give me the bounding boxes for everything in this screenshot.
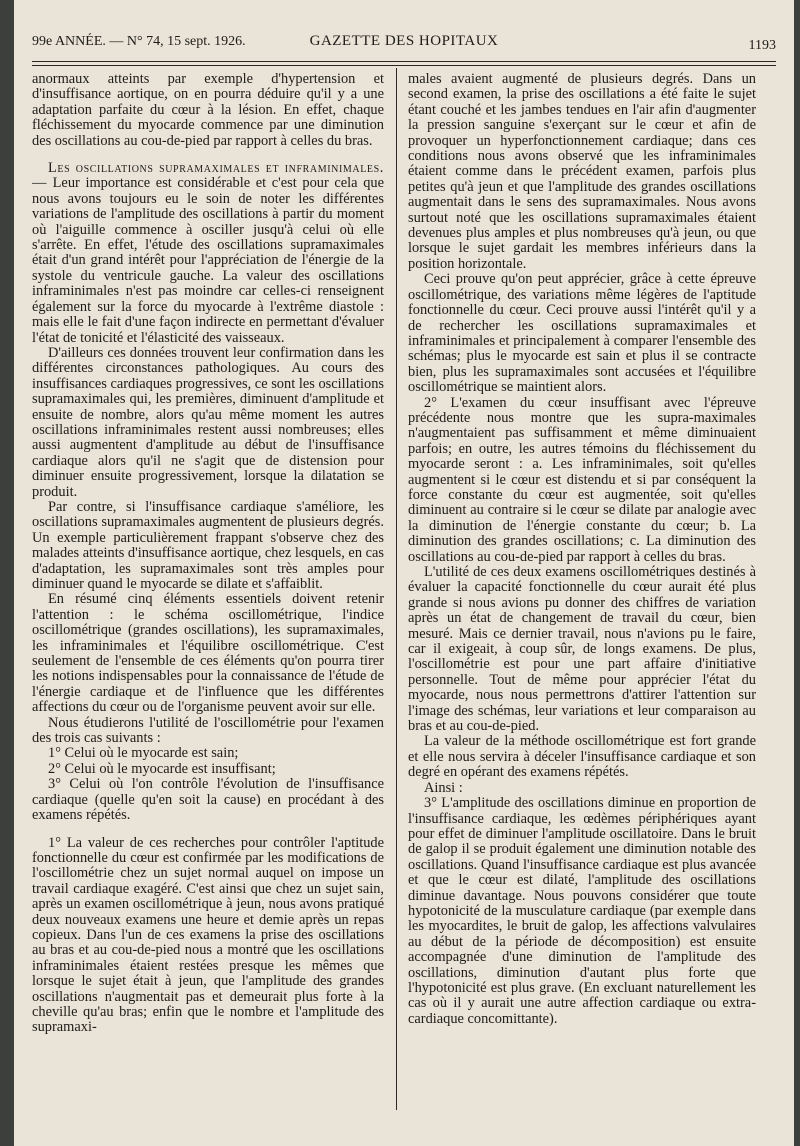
paragraph-text: Leur importance est considérable et c'est pour cela que nous avons toujours eu le soin de noter les différentes variations de l'amplitude des oscillations à partir du moment où l'aiguille commence à osciller jusqu'à celui où elle s'arrête. En effet, l'étude des oscillations supramaximales était d'un grand intérêt pour l'appréciation de l'énergie de la systole du ventricule gauche. La valeur des oscillations inframinimales n'est pas moindre car celles-ci renseignent également sur la force du myocarde à l'extrême diastole : mais elle le fait d'une façon indirecte en permettant d'évaluer l'état de tonicité et l'élasticité des vaisseaux.	[32, 175, 384, 346]
newspaper-page	[14, 0, 794, 1146]
right-column	[408, 72, 756, 1112]
paragraph: Ceci prouve qu'on peut apprécier, grâce à cette épreuve oscillométrique, des variations même légères de l'aptitude fonctionnelle du cœur. Ceci prouve aussi l'intérêt qu'il y a de rechercher les oscillations supramaximales et inframinimales et principalement à comparer l'ensemble des schémas; plus le myocarde est sain et plus il se contracte bien, plus les supramaximales sont accusées et l'équilibre oscillométrique se maintient alors.	[408, 271, 756, 396]
paragraph: 3° L'amplitude des oscillations diminue en proportion de l'insuffisance cardiaque, les œdèmes périphériques ayant pour effet de diminuer l'amplitude oscillatoire. Dans le bruit de galop il se produit également une diminution notable des oscillations. Quand l'insuffisance cardiaque est plus avancée et que le cœur est dilaté, l'amplitude des oscillations diminue davantage. Nous pouvons considérer que toute hypotonicité de la musculature cardiaque (par exemple dans les myocardites, le bruit de galop, les affections valvulaires au début de la période de décomposition) est ensuite accompagnée d'une diminution de l'amplitude des oscillations, diminution d'autant plus forte que l'hypotonicité est plus grave. (En excluant naturellement les cas où il y aurait une autre affection cardiaque ou extra-cardiaque concomittante).	[408, 795, 756, 1027]
paragraph: 2° L'examen du cœur insuffisant avec l'épreuve précédente nous montre que les supra-maximales n'augmentaient pas suffisamment et même diminuaient parfois; en outre, les autres témoins du fléchissement du myocarde seront : a. Les inframinimales, soit qu'elles augmentent si le cœur est distendu et si par conséquent la force constante du cœur est augmentée, soit qu'elles diminuent au contraire si le cœur se dilate par analogie avec la diminution de l'énergie constante du cœur; b. La diminution des grandes oscillations; c. La diminution des oscillations au cou-de-pied par rapport à celles du bras.	[408, 394, 756, 565]
paragraph: Nous étudierons l'utilité de l'oscillométrie pour l'examen des trois cas suivants :	[32, 714, 384, 747]
paragraph: L'utilité de ces deux examens oscillométriques destinés à évaluer la capacité fonctionnelle du cœur aurait été plus grande si nous avions pu donner des chiffres de variation après un état de changement de travail du cœur, bien mesuré. Mais ce dernier travail, nous n'avions pu le faire, car il exigeait, à coup sûr, de longs examens. De plus, l'oscillométrie est pour une part affaire d'initiative personnelle. Tout de même pour apprécier l'état du myocarde, nous nous permettrons d'attirer l'attention sur l'image des schémas, leur variations et leur comparaison au bras et au cou-de-pied.	[408, 564, 756, 735]
issue-info: 99e ANNÉE. — N° 74, 15 sept. 1926.	[32, 34, 246, 49]
paragraph: Ainsi :	[424, 779, 463, 796]
paragraph: anormaux atteints par exemple d'hypertension et d'insuffisance aortique, on en pourra déduire qu'il y a une adaptation parfaite du cœur à la lésion. En effet, chaque fléchissement du myocarde commence par une diminution des oscillations au cou-de-pied par rapport à celles du bras.	[32, 72, 384, 149]
section-paragraph	[32, 161, 384, 346]
paragraph: Par contre, si l'insuffisance cardiaque s'améliore, les oscillations supramaximales augmentent de plusieurs degrés. Un exemple particulièrement frappant s'observe chez des malades atteints d'insuffisance aortique, chez lesquels, en cas d'adaptation, les supramaximales sont très amples pour diminuer quand le myocarde se dilate et s'affaiblit.	[32, 498, 384, 592]
header-rule-top	[32, 61, 776, 62]
paragraph: 1° La valeur de ces recherches pour contrôler l'aptitude fonctionnelle du cœur est confirmée par les modifications de l'oscillométrie chez un sujet normal auquel on impose un travail cardiaque exagéré. C'est ainsi que chez un sujet sain, après un examen oscillométrique à jeun, nous avons pratiqué deux nouveaux examens une heure et demie après un repas copieux. Dans l'un de ces examens la prise des oscillations au bras et au cou-de-pied nous a montré que les oscillations inframinimales étaient restées presque les mêmes que lorsque le sujet était à jeun, que l'amplitude des grandes oscillations n'augmentait pas et demeurait plus forte à la cheville qu'au bras; enfin que le nombre et l'amplitude des supramaxi-	[32, 834, 384, 1036]
column-separator	[396, 68, 397, 1110]
header-rule-bottom	[32, 65, 776, 66]
left-column	[32, 72, 384, 1112]
list-item: 3° Celui où l'on contrôle l'évolution de l'insuffisance cardiaque (quelle qu'en soit la cause) en procédant à des examens répétés.	[32, 776, 384, 824]
list-item: 1° Celui où le myocarde est sain;	[48, 745, 239, 762]
section-heading: Les oscillations supramaximales et inframinimales. —	[32, 160, 384, 192]
list-item: 2° Celui où le myocarde est insuffisant;	[48, 760, 276, 777]
paragraph: La valeur de la méthode oscillométrique est fort grande et elle nous servira à déceler l'insuffisance cardiaque et son degré en opérant des examens répétés.	[408, 733, 756, 781]
paragraph: En résumé cinq éléments essentiels doivent retenir l'attention : le schéma oscillométrique, l'indice oscillométrique (grandes oscillations), les supramaximales, les inframinimales et l'équilibre oscillométrique. C'est seulement de l'ensemble de ces éléments qu'on pourra tirer les notions indispensables pour la connaissance de l'étude de l'énergie cardiaque et de l'influence que les différentes affections du cœur ou de l'organisme peuvent avoir sur elle.	[32, 591, 384, 716]
journal-title: GAZETTE DES HOPITAUX	[309, 33, 499, 49]
page-number: 1193	[748, 38, 776, 53]
paragraph: D'ailleurs ces données trouvent leur confirmation dans les différentes circonstances pathologiques. Au cours des insuffisances cardiaques progressives, ce sont les oscillations supramaximales qui, les premières, diminuent d'amplitude et ensuite de nombre, alors qu'au même moment les autres oscillations inframinimales restent aussi nombreuses; elles aussi augmentent d'amplitude au début de l'insuffisance cardiaque alors qu'il ne s'agit que de distension pour diminuer ensuite progressivement, lorsque la dilatation se produit.	[32, 344, 384, 500]
paragraph: males avaient augmenté de plusieurs degrés. Dans un second examen, la prise des oscillations a été faite le sujet étant couché et les jambes tendues en l'air afin d'augmenter la pression sanguine s'exerçant sur le cœur et afin de provoquer un hyperfonctionnement cardiaque; dans ces conditions nous avons observé que les inframinimales étaient comme dans le précédent examen, parfois plus petites qu'à jeun et que l'amplitude des grandes oscillations augmentait dans le sens des supramaximales. Nous avons surtout noté que les oscillations supramaximales étaient devenues plus amples et plus nombreuses qu'à jeun, ou que lorsque le sujet gardait les membres inférieurs dans la position horizontale.	[408, 72, 756, 272]
page-header	[32, 32, 776, 54]
